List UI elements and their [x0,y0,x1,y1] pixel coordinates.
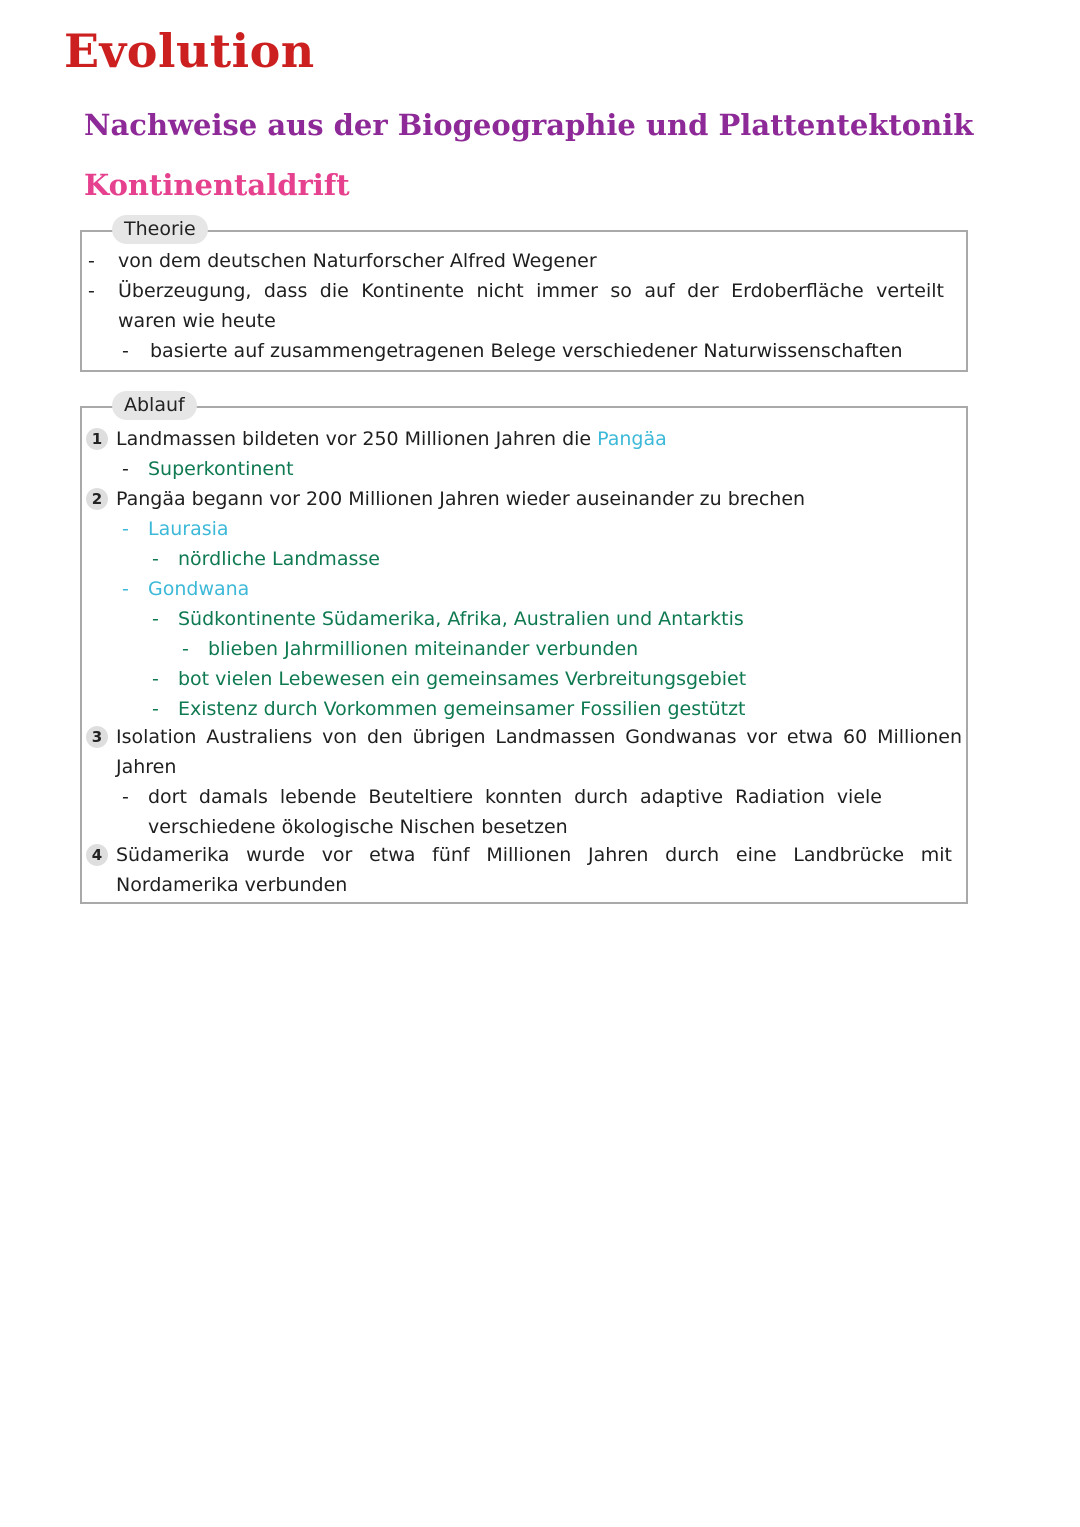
page-subtitle: Nachweise aus der Biogeographie und Plattentektonik [84,108,974,142]
step-2-text: Pangäa begann vor 200 Millionen Jahren wieder auseinander zu brechen [116,488,806,510]
step-number-4: 4 [86,844,108,866]
bullet-dash: - [152,608,159,630]
step-1-sub: Superkontinent [148,458,294,480]
bullet-dash: - [182,638,189,660]
theorie-item-2-sub: basierte auf zusammengetragenen Belege verschiedener Naturwissenschaften [150,340,903,362]
bullet-dash: - [122,340,129,362]
step-number-1: 1 [86,428,108,450]
term-gondwana: Gondwana [148,578,250,600]
page-title: Evolution [64,24,315,78]
theorie-item-2-line-1: Überzeugung, dass die Kontinente nicht immer so auf der Erdoberfläche verteilt [118,280,944,302]
ablauf-box [80,394,968,904]
term-pangaea: Pangäa [597,428,667,450]
bullet-dash: - [88,250,95,272]
gondwana-sub-1: Südkontinente Südamerika, Afrika, Australien und Antarktis [178,608,744,630]
step-3-line-1: Isolation Australiens von den übrigen Landmassen Gondwanas vor etwa 60 Millionen [116,726,962,748]
bullet-dash: - [152,548,159,570]
theorie-box [80,218,968,372]
ablauf-label: Ablauf [112,391,197,420]
step-3-sub-line-1: dort damals lebende Beuteltiere konnten durch adaptive Radiation viele [148,786,882,808]
step-4-line-1: Südamerika wurde vor etwa fünf Millionen Jahren durch eine Landbrücke mit [116,844,952,866]
theorie-label: Theorie [112,215,208,244]
bullet-dash: - [152,698,159,720]
theorie-item-2-line-2: waren wie heute [118,310,276,332]
bullet-dash: - [122,578,129,600]
section-heading: Kontinentaldrift [84,168,350,202]
gondwana-sub-3: Existenz durch Vorkommen gemeinsamer Fossilien gestützt [178,698,746,720]
step-1-line [116,424,667,454]
bullet-dash: - [122,518,129,540]
step-4-line-2: Nordamerika verbunden [116,874,348,896]
bullet-dash: - [122,458,129,480]
gondwana-sub-1a: blieben Jahrmillionen miteinander verbunden [208,638,639,660]
bullet-dash: - [152,668,159,690]
step-3-sub-line-2: verschiedene ökologische Nischen besetzen [148,816,568,838]
bullet-dash: - [88,280,95,302]
theorie-item-1: von dem deutschen Naturforscher Alfred Wegener [118,250,597,272]
step-3-line-2: Jahren [116,756,177,778]
gondwana-sub-2: bot vielen Lebewesen ein gemeinsames Verbreitungsgebiet [178,668,747,690]
step-1-text: Landmassen bildeten vor 250 Millionen Jahren die [116,428,592,450]
bullet-dash: - [122,786,129,808]
laurasia-sub: nördliche Landmasse [178,548,380,570]
step-number-3: 3 [86,726,108,748]
step-number-2: 2 [86,488,108,510]
term-laurasia: Laurasia [148,518,229,540]
